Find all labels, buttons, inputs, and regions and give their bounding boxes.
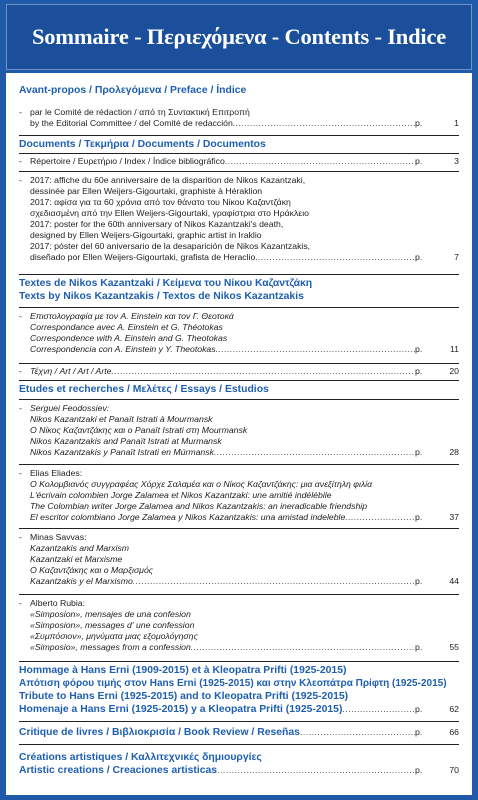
divider xyxy=(19,135,459,136)
page-number: 55 xyxy=(449,642,459,652)
entry-last-line: by the Editorial Committee / del Comité de redacción. ..... p. 1 xyxy=(30,118,459,129)
divider xyxy=(19,594,459,595)
page-number: 7 xyxy=(454,252,459,262)
section-heading-hommage-fr: Hommage à Hans Erni (1909-2015) et à Kleopatra Prifti (1925-2015) xyxy=(19,665,347,676)
section-heading-hommage-en: Tribute to Hans Erni (1925-2015) and to Kleopatra Prifti (1925-2015) xyxy=(19,691,349,702)
divider xyxy=(19,528,459,529)
page-number: 1 xyxy=(454,118,459,128)
section-heading-textes: Textes de Nikos Kazantzaki / Κείμενα του Νίκου Καζαντζάκη xyxy=(19,278,313,289)
entry-line: par le Comité de rédaction / από τη Συντακτική Επιτροπή xyxy=(30,107,250,117)
divider xyxy=(19,274,459,275)
divider xyxy=(19,661,459,662)
page-number: 20 xyxy=(449,366,459,376)
bullet-dash: - xyxy=(19,107,22,117)
entry-savvas: - Minas Savvas: Kazantzakis and Marxism Kazantzaki et Marxisme Ο Καζαντζάκης και ο Μαρξισμός Kazantzakis y el Marxismo ..... p. 44 xyxy=(19,532,459,590)
page-number: 3 xyxy=(454,156,459,166)
page-number: 44 xyxy=(449,576,459,586)
entry-avant-propos xyxy=(19,107,459,131)
entry-art: - Τέχνη / Art / Art / Arte ..... p. 20 xyxy=(19,366,459,378)
section-heading-documents: Documents / Τεκμήρια / Documents / Documentos xyxy=(19,139,266,150)
page-number: 70 xyxy=(449,765,459,775)
header-banner xyxy=(6,4,472,70)
page-title: Sommaire - Περιεχόμενα - Contents - Indice xyxy=(31,24,447,49)
page-number: 11 xyxy=(449,344,459,354)
section-heading-texts: Texts by Nikos Kazantzakis / Textos de Nikos Kazantzakis xyxy=(19,291,304,302)
section-heading-creations-en: Artistic creations / Creaciones artisticas ..... p. 70 xyxy=(19,765,459,776)
page-number: 37 xyxy=(449,512,459,522)
divider xyxy=(19,744,459,745)
author-name: Alberto Rubia: xyxy=(30,598,86,608)
page-number: 66 xyxy=(449,727,459,737)
entry-poster-2017: - 2017: affiche du 60e anniversaire de la disparition de Nikos Kazantzaki, dessinée par Ellen Weijers-Gigourtaki, graphiste à Héraklion 2017: αφίσα για τα 60 χρόνια από τον θάνατο του Νίκου Καζαντζάκη σχεδιασμένη από την Ellen Weijers-Gigourtaki, γραφίστρια στο Ηράκλειο 2017: poster for the 60th anniversary of Nikos Kazantzaki's death, designed by Ellen Weijers-Gigourtaki, graphic artist in Iraklio 2017: póster del 60 aniversario de la desaparición de Nikos Kazantzakis, diseñado por Ellen Weijers-Gigourtaki, grafista de Heraclio. ..... p. 7 xyxy=(19,175,459,265)
entry-feodossiev: - Serguei Feodossiev: Nikos Kazantzaki et Panaït Istrati à Mourmansk Ο Νίκος Καζαντζάκης και ο Panaït Istrati στη Mourmansk Nikos Kazantzakis and Panaït Istrati at Murmansk Nikos Kazantzakis y Panaït Istrati en Múrmansk ..... p. 28 xyxy=(19,403,459,461)
divider xyxy=(19,171,459,172)
section-heading-hommage-es: Homenaje a Hans Erni (1925-2015) y a Kleopatra Prifti (1925-2015) ..... p. 62 xyxy=(19,704,459,715)
section-heading-critique: Critique de livres / Βιβλιοκρισία / Book Review / Reseñas ..... p. 66 xyxy=(19,727,459,738)
page-number: 28 xyxy=(449,447,459,457)
section-heading-avant-propos: Avant-propos / Προλεγόμενα / Preface / Índice xyxy=(19,85,247,96)
divider xyxy=(19,721,459,722)
entry-repertoire: - Répertoire / Ευρετήριο / Index / Índice bibliográfico ..... p. 3 xyxy=(19,156,459,168)
section-heading-creations: Créations artistiques / Καλλιτεχνικές δημιουργίες xyxy=(19,752,262,763)
divider xyxy=(19,399,459,400)
entry-rubia: - Alberto Rubia: «Simposion», mensajes de una confesion «Simposion», messages d' une confession «Συμπόσιον», μηνύματα μιας εξομολόγησης «Simposio», messages from a confession ..... p. 55 xyxy=(19,598,459,656)
divider xyxy=(19,307,459,308)
contents-panel xyxy=(6,73,472,795)
entry-eliades: - Elias Eliades: Ο Κολομβιανός συγγραφέας Χόρχε Σαλαμέα και ο Νίκος Καζαντζάκης: μια ανεξίτηλη φιλία L'écrivain colombien Jorge Zalamea et Nikos Kazantzaki: une amitié indélébile The Colombian writer Jorge Zalamea and Nikos Kazantzakis: an ineradicable friendship El escritor colombiano Jorge Zalamea y Nikos Kazantzakis: una amistad indeleble ..... p. 37 xyxy=(19,468,459,526)
section-heading-hommage-gr: Απότιση φόρου τιμής στον Hans Erni (1925-2015) και στην Κλεοπάτρα Πρίφτη (1925-2015) xyxy=(19,678,447,689)
author-name: Elias Eliades: xyxy=(30,468,83,478)
divider xyxy=(19,380,459,381)
page-number: 62 xyxy=(449,704,459,714)
author-name: Minas Savvas: xyxy=(30,532,87,542)
divider xyxy=(19,153,459,154)
section-heading-etudes: Etudes et recherches / Μελέτες / Essays / Estudios xyxy=(19,384,269,395)
divider xyxy=(19,464,459,465)
entry-correspondence: - Επιστολογραφία με τον A. Einstein και τον Γ. Θεοτοκά Correspondance avec A. Einstein et G. Théotokas Correspondence with A. Einstein and G. Theotokas Correspondencia con A. Einstein y Y. Theotokas ..... p. 11 xyxy=(19,311,459,357)
divider xyxy=(19,363,459,364)
author-name: Serguei Feodossiev: xyxy=(30,403,110,413)
